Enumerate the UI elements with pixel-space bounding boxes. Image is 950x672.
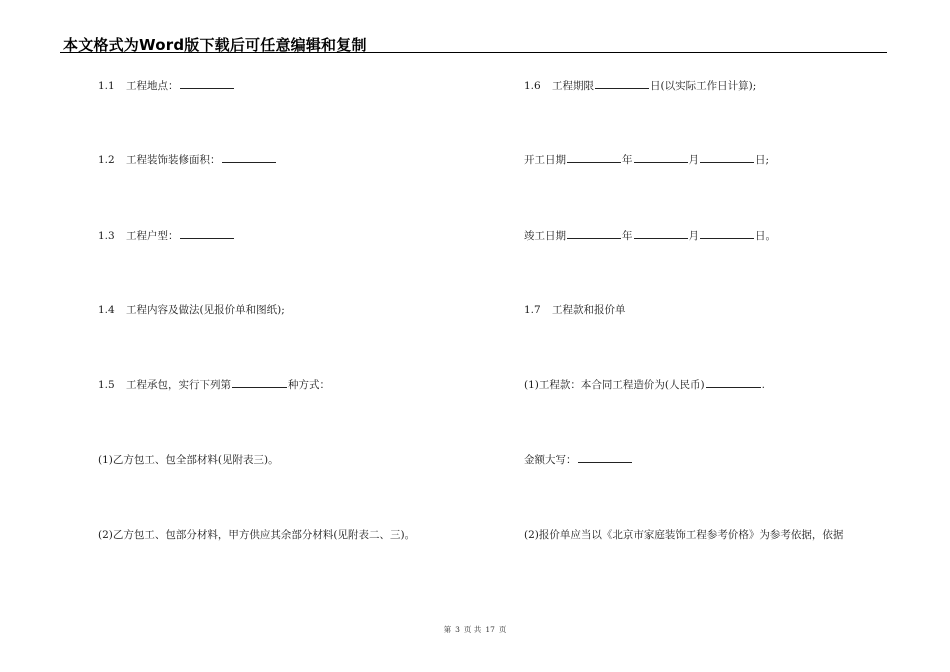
year-field[interactable] bbox=[567, 153, 621, 163]
month-field[interactable] bbox=[634, 229, 688, 239]
contract-price: (1)工程款：本合同工程造价为(人民币) . bbox=[524, 379, 765, 391]
completion-date: 竣工日期 年 月 日。 bbox=[524, 230, 776, 242]
item-1-1: 1.1 工程地点： bbox=[98, 79, 235, 93]
item-1-4: 1.4 工程内容及做法(见报价单和图纸); bbox=[98, 304, 285, 316]
blank-field[interactable] bbox=[706, 378, 761, 388]
amount-in-words: 金额大写： bbox=[524, 453, 633, 467]
month-field[interactable] bbox=[634, 153, 688, 163]
item-1-5: 1.5 工程承包，实行下列第 种方式： bbox=[98, 379, 330, 391]
header-title: 本文格式为Word版下载后可任意编辑和复制 bbox=[63, 36, 367, 54]
item-1-6: 1.6 工程期限 日(以实际工作日计算); bbox=[524, 80, 757, 92]
current-page: 3 bbox=[455, 625, 460, 634]
item-1-7: 1.7 工程款和报价单 bbox=[524, 304, 626, 316]
blank-field[interactable] bbox=[595, 79, 649, 89]
option-1: (1)乙方包工、包全部材料(见附表三)。 bbox=[98, 454, 279, 466]
blank-field[interactable] bbox=[222, 153, 276, 163]
page-footer: 第 3 页 共 17 页 bbox=[443, 625, 507, 634]
item-1-2: 1.2 工程装饰装修面积： bbox=[98, 153, 277, 167]
blank-field[interactable] bbox=[232, 378, 287, 388]
header-divider bbox=[60, 52, 887, 53]
blank-field[interactable] bbox=[578, 453, 632, 463]
item-1-3: 1.3 工程户型： bbox=[98, 229, 235, 243]
option-2: (2)乙方包工、包部分材料，甲方供应其余部分材料(见附表二、三)。 bbox=[98, 529, 416, 541]
year-field[interactable] bbox=[567, 229, 621, 239]
blank-field[interactable] bbox=[180, 229, 234, 239]
blank-field[interactable] bbox=[180, 79, 234, 89]
day-field[interactable] bbox=[700, 229, 754, 239]
quote-basis: (2)报价单应当以《北京市家庭装饰工程参考价格》为参考依据，依据 bbox=[524, 529, 844, 541]
start-date: 开工日期 年 月 日; bbox=[524, 154, 770, 166]
total-pages: 17 bbox=[485, 625, 495, 634]
day-field[interactable] bbox=[700, 153, 754, 163]
